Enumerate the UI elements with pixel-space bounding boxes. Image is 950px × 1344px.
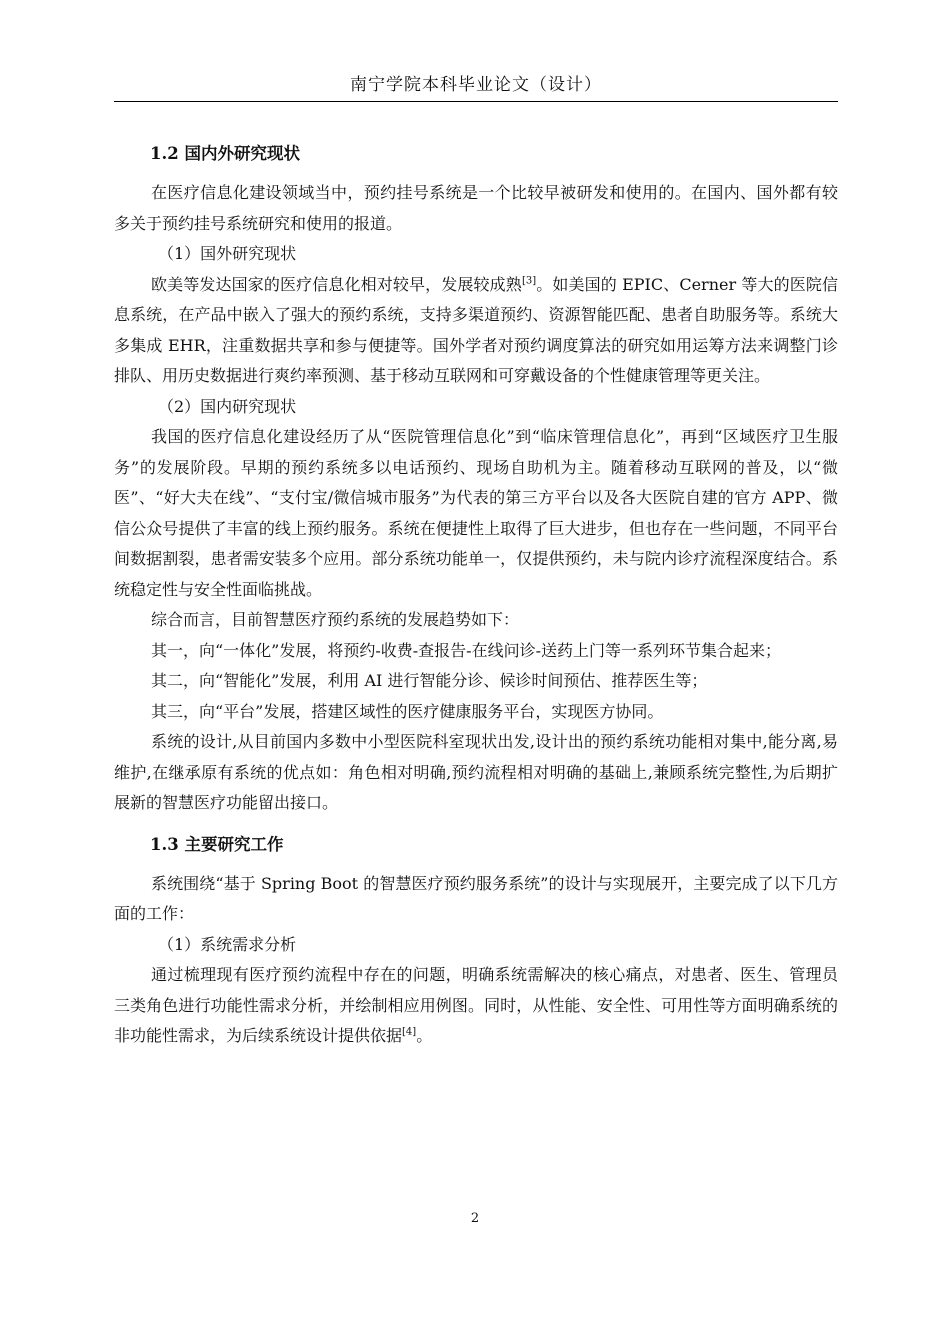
paragraph-trends-intro: 综合而言，目前智慧医疗预约系统的发展趋势如下： [151,610,520,629]
section-heading-1-2: 1.2 国内外研究现状 [150,144,300,163]
page-number: 2 [470,1211,480,1226]
paragraph-system-design: 系统的设计,从目前国内多数中小型医院科室现状出发,设计出的预约系统功能相对集中,能分离,易维护,在继承原有系统的优点如：角色相对明确,预约流程相对明确的基础上,兼顾系统完整性,为后期扩展新的智慧医疗功能留出接口。 [114,732,838,812]
citation-ref: [3] [521,275,537,287]
trend-item-3: 其三，向“平台”发展，搭建区域性的医疗健康服务平台，实现医方协同。 [151,701,664,721]
paragraph-domestic-status: 我国的医疗信息化建设经历了从“医院管理信息化”到“临床管理信息化”，再到“区域医疗卫生服务”的发展阶段。早期的预约系统多以电话预约、现场自助机为主。随着移动互联网的普及，以“微医”、“好大夫在线”、“支付宝/微信城市服务”为代表的第三方平台以及各大医院自建的官方 APP、微信公众号提供了丰富的线上预约服务。系统在便捷性上取得了巨大进步，但也存在一些问题，不同平台间数据割裂，患者需安装多个应用。部分系统功能单一，仅提供预约，未与院内诊疗流程深度结合。系统稳定性与安全性面临挑战。 [114,427,838,599]
paragraph: 在医疗信息化建设领域当中，预约挂号系统是一个比较早被研发和使用的。在国内、国外都有较多关于预约挂号系统研究和使用的报道。 [114,183,838,233]
header-rule [114,101,838,102]
page-body [114,138,838,1052]
trend-item-2: 其二，向“智能化”发展，利用 AI 进行智能分诊、候诊时间预估、推荐医生等； [151,671,708,690]
running-header: 南宁学院本科毕业论文（设计） [350,75,602,95]
paragraph: 系统围绕“基于 Spring Boot 的智慧医疗预约服务系统”的设计与实现展开，主要完成了以下几方面的工作： [114,873,838,923]
subsection-label-requirements: （1）系统需求分析 [158,934,297,954]
citation-ref: [4] [402,1026,417,1038]
trend-item-1: 其一，向“一体化”发展，将预约-收费-查报告-在线问诊-送药上门等一系列环节集合起来； [151,640,781,660]
subsection-label-domestic: （2）国内研究现状 [158,396,297,416]
paragraph-requirements [114,960,838,1052]
paragraph-text: 。 [416,1026,433,1045]
paragraph-text: 欧美等发达国家的医疗信息化相对较早，发展较成熟 [151,274,522,294]
paragraph-text: 。如美国的 EPIC、Cerner 等大的医院信息系统，在产品中嵌入了强大的预约系统，支持多渠道预约、资源智能匹配、患者自助服务等。系统大多集成 EHR，注重数据共享和参与便捷等。国外学者对预约调度算法的研究如用运筹方法来调整门诊排队、用历史数据进行爽约率预测、基于移动互联网和可穿戴设备的个性健康管理等更关注。 [114,274,838,385]
paragraph-foreign-status [114,270,838,392]
paragraph-text: 通过梳理现有医疗预约流程中存在的问题，明确系统需解决的核心痛点，对患者、医生、管理员三类角色进行功能性需求分析，并绘制相应用例图。同时，从性能、安全性、可用性等方面明确系统的非功能性需求，为后续系统设计提供依据 [114,965,838,1045]
section-heading-1-3: 1.3 主要研究工作 [150,834,284,854]
subsection-label-foreign: （1）国外研究现状 [158,244,297,263]
